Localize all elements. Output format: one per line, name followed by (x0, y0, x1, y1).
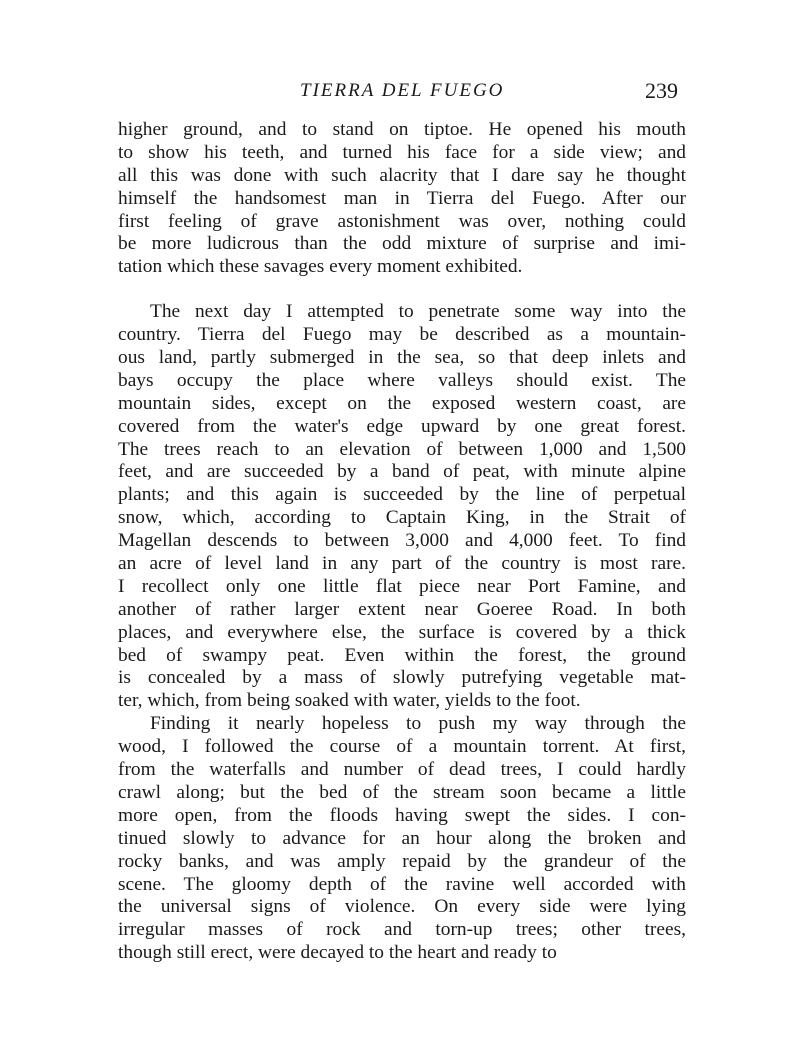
text-line: rocky banks, and was amply repaid by the grandeur of the (118, 850, 686, 872)
text-line: Finding it nearly hopeless to push my way through the (150, 713, 686, 735)
text-line: country. Tierra del Fuego may be described as a mountain- (118, 324, 686, 346)
paragraph (118, 119, 686, 279)
running-head (118, 78, 684, 108)
text-line: another of rather larger extent near Goeree Road. In both (118, 598, 686, 620)
text-line: the universal signs of violence. On every side were lying (118, 896, 686, 918)
text-line: irregular masses of rock and torn-up trees; other trees, (118, 919, 686, 941)
text-line: snow, which, according to Captain King, in the Strait of (118, 507, 686, 529)
text-line: Magellan descends to between 3,000 and 4,000 feet. To find (118, 530, 686, 552)
text-line: I recollect only one little flat piece near Port Famine, and (118, 575, 686, 597)
text-line: higher ground, and to stand on tiptoe. He opened his mouth (118, 119, 686, 140)
text-line: more open, from the floods having swept the sides. I con- (118, 804, 686, 826)
text-line: ous land, partly submerged in the sea, so that deep inlets and (118, 347, 686, 369)
text-line: bed of swampy peat. Even within the forest, the ground (118, 644, 686, 666)
text-line: wood, I followed the course of a mountain torrent. At first, (118, 736, 686, 758)
text-line: tation which these savages every moment exhibited. (118, 256, 523, 278)
text-line: all this was done with such alacrity that I dare say he thought (118, 164, 686, 186)
text-line: be more ludicrous than the odd mixture of surprise and imi- (118, 233, 686, 255)
text-line: is concealed by a mass of slowly putrefying vegetable mat- (118, 667, 686, 689)
text-line: himself the handsomest man in Tierra del Fuego. After our (118, 187, 686, 209)
text-line: feet, and are succeeded by a band of peat, with minute alpine (118, 461, 686, 483)
text-line: plants; and this again is succeeded by the line of perpetual (118, 484, 686, 506)
running-title: TIERRA DEL FUEGO (300, 80, 505, 101)
text-line: an acre of level land in any part of the country is most rare. (118, 553, 686, 575)
page-number: 239 (645, 78, 678, 103)
text-line: The next day I attempted to penetrate some way into the (150, 301, 686, 323)
text-line: to show his teeth, and turned his face for a side view; and (118, 141, 686, 163)
text-line: covered from the water's edge upward by one great forest. (118, 415, 686, 437)
text-line: places, and everywhere else, the surface is covered by a thick (118, 621, 686, 643)
text-line: crawl along; but the bed of the stream soon became a little (118, 781, 686, 803)
text-line: first feeling of grave astonishment was over, nothing could (118, 210, 686, 232)
text-line: tinued slowly to advance for an hour along the broken and (118, 827, 686, 849)
text-line: mountain sides, except on the exposed western coast, are (118, 392, 686, 414)
text-line: scene. The gloomy depth of the ravine well accorded with (118, 873, 686, 895)
text-line: The trees reach to an elevation of between 1,000 and 1,500 (118, 438, 686, 460)
text-line: bays occupy the place where valleys should exist. The (118, 369, 686, 391)
paragraph-gap (118, 279, 686, 301)
paragraph (118, 713, 686, 965)
paragraph (118, 301, 686, 713)
text-line: from the waterfalls and number of dead trees, I could hardly (118, 759, 686, 781)
body-text (118, 119, 686, 965)
text-line: ter, which, from being soaked with water, yields to the foot. (118, 690, 581, 712)
text-line: though still erect, were decayed to the heart and ready to (118, 942, 557, 964)
